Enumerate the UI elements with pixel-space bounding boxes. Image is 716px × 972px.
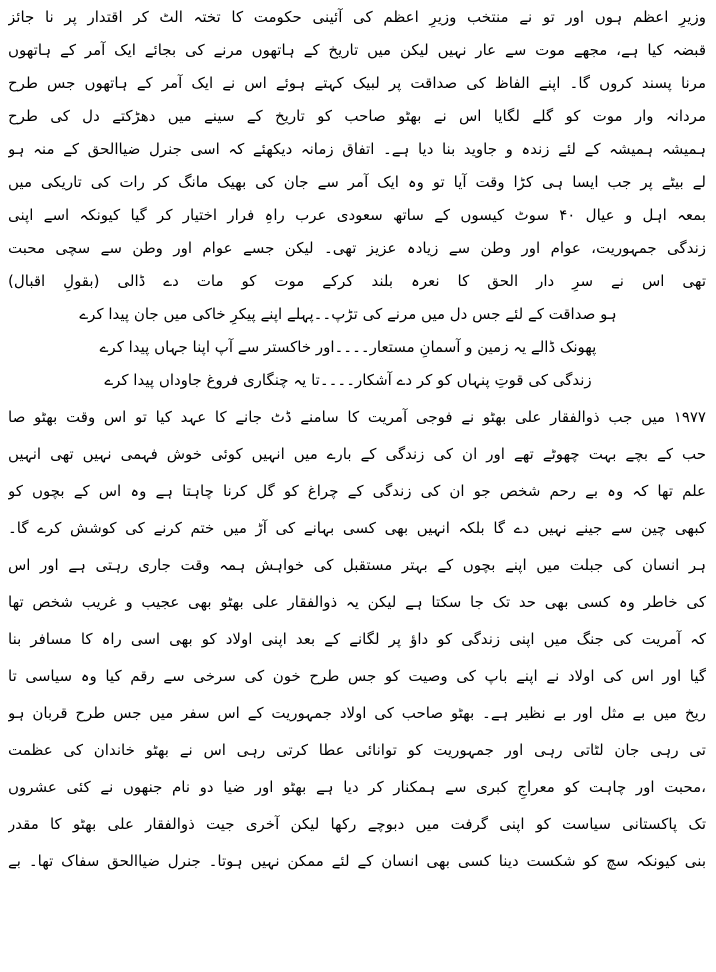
text-line: مردانہ وار موت کو گلے لگایا اس نے بھٹو صاحب کو تاریخ کے سینے میں دھڑکتے دل کی طرح (8, 107, 706, 125)
text-line: گیا اور اس کی اولاد نے اپنے باپ کی وصیت کو جس طرح خون کی سرخی سے رقم کیا وہ سیاسی تا (8, 667, 706, 685)
text-line: تھی اس نے سرِ دار الحق کا نعرہ بلند کرکے موت کو مات دے ڈالی (بقولِ اقبال) (8, 272, 706, 290)
text-line: ،محبت اور چاہت کو معراجِ کبری سے ہمکنار کر دیا ہے بھٹو اور ضیا دو نام جنھوں نے کئی عشروں (8, 778, 706, 796)
text-line: تک پاکستانی سیاست کو اپنی گرفت میں دبوچے رکھا لیکن آخری جیت ذوالفقار علی بھٹو کا مقدر (8, 815, 706, 833)
verse-line: ہو صداقت کے لئے جس دل میں مرنے کی تڑپ۔۔پہلے اپنے پیکرِ خاکی میں جان پیدا کرے (79, 305, 617, 323)
text-line: بمعہ اہل و عیال ۴۰ سوٹ کیسوں کے ساتھ سعودی عرب راہِ فرار اختیار کر گیا کیونکہ اسے اپنی (8, 206, 706, 224)
text-line: حب کے بچے بہت چھوٹے تھے اور ان کی زندگی کے بارے میں انہیں کوئی خوش فہمی نہیں تھی انہیں (8, 445, 706, 463)
verse-line: پھونک ڈالے یہ زمین و آسمانِ مستعار۔۔۔۔اور خاکستر سے آپ اپنا جہاں پیدا کرے (99, 338, 597, 356)
text-line: کہ آمریت کی جنگ میں اپنی زندگی کو داؤ پر لگانے کے بعد اپنی اولاد کو بھی اسی راہ کا مسافر بنا (8, 630, 706, 648)
text-line: علم تھا کہ وہ بے رحم شخص جو ان کی زندگی کے چراغ کو گل کرنا چاہتا ہے وہ اس کے بچوں کو (8, 482, 706, 500)
text-line: کبھی چین سے جینے نہیں دے گا بلکہ انہیں بھی کسی بہانے کی آڑ میں ختم کرنے کی کوشش کرے گا۔ (8, 519, 706, 537)
text-line: ہر انسان کی جبلت میں اپنے بچوں کے بہتر مستقبل کی خواہش ہمہ وقت جاری رہتی ہے اور اس (8, 556, 706, 574)
text-line: مرنا پسند کروں گا۔ اپنے الفاظ کی صداقت پر لبیک کہتے ہوئے اس نے ایک آمر کے ہاتھوں جس طرح (8, 74, 706, 92)
text-line: قبضہ کیا ہے، مجھے موت سے عار نہیں لیکن میں تاریخ کے ہاتھوں مرنے کی بجائے ایک آمر کے ہاتھوں (8, 41, 706, 59)
text-line: وزیرِ اعظم ہوں اور تو نے منتخب وزیرِ اعظم کی آئینی حکومت کا تختہ الٹ کر اقتدار پر نا جائز (8, 8, 706, 26)
text-line: ریخ میں بے مثل اور بے نظیر ہے۔ بھٹو صاحب کی اولاد جمہوریت کے اس سفر میں جس طرح قربان ہو (8, 704, 706, 722)
verse-line: زندگی کی قوتِ پنہاں کو کر دے آشکار۔۔۔۔تا یہ چنگاری فروغ جاوداں پیدا کرے (104, 371, 592, 389)
text-line: بنی کیونکہ سچ کو شکست دینا کسی بھی انسان کے لئے ممکن نہیں ہوتا۔ جنرل ضیاالحق سفاک تھا۔ بے (8, 852, 706, 870)
text-line: کی خاطر وہ کسی بھی حد تک جا سکتا ہے لیکن یہ ذوالفقار علی بھٹو بھی عجیب و غریب شخص تھا (8, 593, 706, 611)
text-line: ۱۹۷۷ میں جب ذوالفقار علی بھٹو نے فوجی آمریت کا سامنے ڈٹ جانے کا عہد کیا تو اس وقت بھٹو صا (8, 408, 706, 426)
text-line: تی رہی جان لٹاتی رہی اور جمہوریت کو توانائی عطا کرتی رہی اس نے بھٹو خاندان کی عظمت (8, 741, 706, 759)
text-line: زندگی جمہوریت، عوام اور وطن سے زیادہ عزیز تھی۔ لیکن جسے عوام اور وطن سے سچی محبت (8, 239, 706, 257)
text-line: لے بیٹے پر جب ایسا ہی کڑا وقت آیا تو وہ ایک آمر سے جان کی بھیک مانگ کر رات کی تاریکی میں (8, 173, 706, 191)
text-line: ہمیشہ ہمیشہ کے لئے زندہ و جاوید بنا دیا ہے۔ اتفاق زمانہ دیکھئے کہ اسی جنرل ضیاالحق کے منہ ہو (8, 140, 706, 158)
